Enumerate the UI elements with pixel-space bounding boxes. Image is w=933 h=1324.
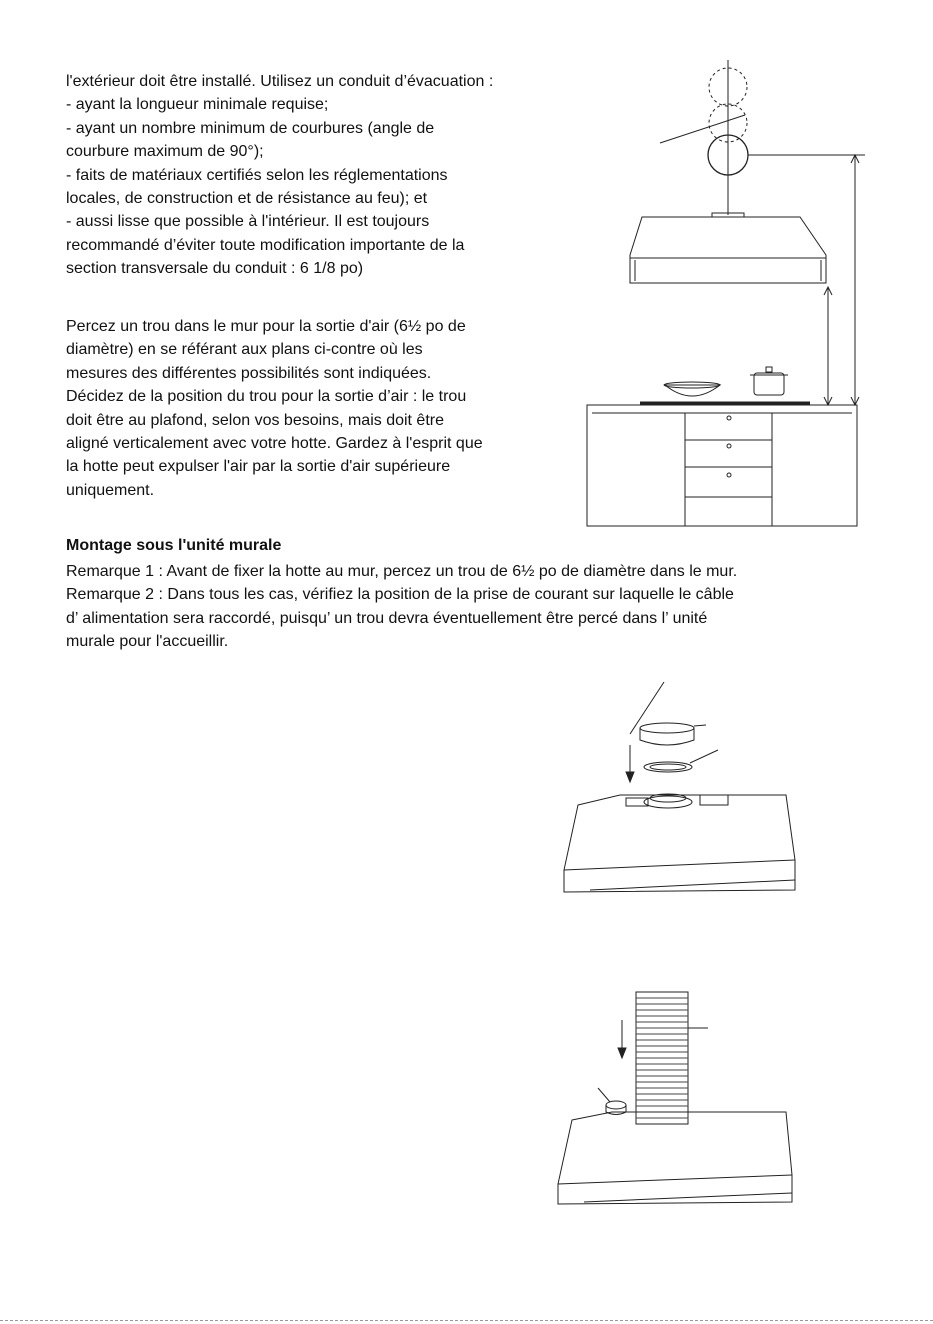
text-line: doit être au plafond, selon vos besoins, mais doit être <box>66 411 444 429</box>
text-line: Décidez de la position du trou pour la sortie d’air : le trou <box>66 388 467 406</box>
notes-block <box>66 560 737 654</box>
gasket <box>644 750 718 772</box>
text-line: la hotte peut expulser l'air par la sortie d'air supérieure <box>66 458 451 476</box>
hood-outline <box>630 213 826 283</box>
page-bottom-rule <box>0 1320 933 1321</box>
damper-installation-figure <box>550 670 810 920</box>
text-line: courbure maximum de 90°); <box>66 143 264 161</box>
small-fitting <box>598 1088 626 1115</box>
text-line: - ayant la longueur minimale requise; <box>66 96 329 114</box>
text-line: - faits de matériaux certifiés selon les réglementations <box>66 166 448 184</box>
note-line: murale pour l'accueillir. <box>66 633 229 651</box>
text-line: mesures des différentes possibilités sont indiquées. <box>66 364 432 382</box>
note-line: d’ alimentation sera raccordé, puisqu’ un trou devra éventuellement être percé dans l’ unité <box>66 609 708 627</box>
text-line: diamètre) en se référant aux plans ci-contre où les <box>66 341 423 359</box>
text-line: - ayant un nombre minimum de courbures (angle de <box>66 119 435 137</box>
text-line: - aussi lisse que possible à l'intérieur. Il est toujours <box>66 213 430 231</box>
duct-installation-figure <box>550 980 810 1220</box>
damper-ring <box>630 682 706 745</box>
cooktop <box>640 367 810 403</box>
base-cabinet <box>587 405 857 526</box>
text-line: locales, de construction et de résistance au feu); et <box>66 190 428 208</box>
hood-body-2 <box>558 1112 792 1204</box>
note-line: Remarque 2 : Dans tous les cas, vérifiez la position de la prise de courant sur laquelle le câble <box>66 586 734 604</box>
duct-position-circles <box>660 60 748 215</box>
flexible-duct <box>636 992 708 1124</box>
hood-clearance-figure <box>580 55 870 530</box>
drilling-paragraph <box>66 315 483 502</box>
down-arrow <box>626 745 634 782</box>
intro-paragraph <box>66 70 493 281</box>
text-line: Percez un trou dans le mur pour la sortie d'air (6½ po de <box>66 318 466 335</box>
down-arrow-2 <box>618 1020 626 1058</box>
hood-body <box>564 794 795 892</box>
text-line: section transversale du conduit : 6 1/8 po) <box>66 260 364 278</box>
section-heading: Montage sous l'unité murale <box>66 537 282 554</box>
text-line: aligné verticalement avec votre hotte. Gardez à l'esprit que <box>66 435 483 453</box>
note-line: Remarque 1 : Avant de fixer la hotte au mur, percez un trou de 6½ po de diamètre dans le mur. <box>66 563 738 580</box>
text-line: recommandé d’éviter toute modification importante de la <box>66 236 465 254</box>
text-line: uniquement. <box>66 481 155 499</box>
text-line: l'extérieur doit être installé. Utilisez un conduit d’évacuation : <box>66 73 494 90</box>
